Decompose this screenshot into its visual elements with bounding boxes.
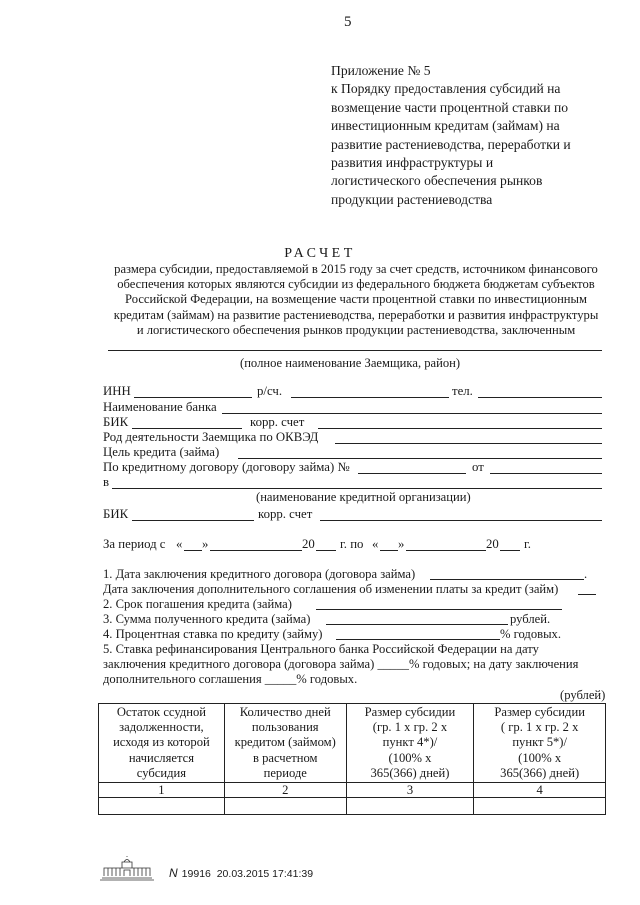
corr-account-line[interactable]	[318, 428, 602, 429]
annex-line: логистического обеспечения рынков	[331, 173, 543, 189]
inn-label: ИНН	[103, 384, 131, 398]
period-close-quote-1: »	[202, 537, 209, 551]
annex-line: продукции растениеводства	[331, 191, 493, 207]
table-cell[interactable]	[224, 798, 346, 815]
period-open-quote-1: «	[176, 537, 183, 551]
corr-account2-line[interactable]	[320, 520, 602, 521]
item-4-unit: % годовых.	[500, 627, 561, 641]
bank-name-line[interactable]	[222, 413, 602, 414]
bik-line[interactable]	[132, 428, 242, 429]
item-5-line-3: дополнительного соглашения _____% годовых.	[103, 672, 358, 686]
annex-line: инвестиционным кредитам (займам) на	[331, 118, 560, 134]
period-start-day-line[interactable]	[184, 550, 202, 551]
table-cell[interactable]	[474, 798, 606, 815]
table-number-row	[99, 783, 606, 798]
annex-line: возмещение части процентной ставки по	[331, 99, 569, 115]
table-unit: (рублей)	[560, 688, 606, 702]
government-building-stamp-icon	[98, 856, 156, 882]
item-3-line[interactable]	[326, 624, 508, 625]
table-row	[99, 798, 606, 815]
bik2-label: БИК	[103, 507, 129, 521]
item-1-line[interactable]	[430, 579, 584, 580]
loan-agreement-date-line[interactable]	[490, 473, 602, 474]
page-number: 5	[344, 14, 352, 30]
subtitle-line: кредитам (займам) на развитие растениеводства, переработки и развития инфраструктуры	[113, 307, 599, 322]
in-label: в	[103, 475, 110, 489]
number-symbol: N	[169, 866, 178, 880]
period-end-month-line[interactable]	[406, 550, 486, 551]
col-number: 2	[224, 783, 346, 798]
item-1b-line[interactable]	[578, 594, 596, 595]
borrower-caption: (полное наименование Заемщика, район)	[240, 356, 461, 370]
period-year-prefix-2: 20	[486, 537, 499, 551]
document-registration	[169, 866, 313, 880]
borrower-name-line[interactable]	[108, 350, 602, 351]
document-datetime: 20.03.2015 17:41:39	[216, 868, 314, 880]
header-col-1: Остаток ссудной задолженности, исходя из которой начисляется субсидия	[99, 704, 225, 783]
corr-account2-label: корр. счет	[258, 507, 313, 521]
period-end-year-line[interactable]	[500, 550, 520, 551]
phone-label: тел.	[452, 384, 473, 398]
item-3-label: 3. Сумма полученного кредита (займа)	[103, 612, 311, 626]
table-cell[interactable]	[99, 798, 225, 815]
header-col-4: Размер субсидии ( гр. 1 х гр. 2 х пункт 5*)/ (100% х 365(366) дней)	[474, 704, 606, 783]
table-cell[interactable]	[346, 798, 474, 815]
period-end-day-line[interactable]	[380, 550, 398, 551]
subtitle-line: Российской Федерации, на возмещение части процентной ставки по инвестиционным	[125, 292, 587, 307]
document-number: 19916	[181, 868, 211, 880]
annex-header	[331, 62, 571, 209]
period-start-year-line[interactable]	[316, 550, 336, 551]
annex-line: развитие растениеводства, переработки и	[331, 136, 571, 152]
col-number: 3	[346, 783, 474, 798]
document-subtitle	[96, 262, 616, 338]
account-line[interactable]	[291, 397, 449, 398]
loan-agreement-number-line[interactable]	[358, 473, 466, 474]
item-2-label: 2. Срок погашения кредита (займа)	[103, 597, 292, 611]
col-number: 1	[99, 783, 225, 798]
header-col-2: Количество дней пользования кредитом (займом) в расчетном периоде	[224, 704, 346, 783]
table-header-row	[99, 704, 606, 783]
period-label: За период с	[103, 537, 166, 551]
bik-label: БИК	[103, 415, 129, 429]
credit-organization-line[interactable]	[112, 488, 602, 489]
col-number: 4	[474, 783, 606, 798]
inn-line[interactable]	[134, 397, 252, 398]
subsidy-table	[98, 703, 606, 815]
item-3-unit: рублей.	[510, 612, 551, 626]
loan-purpose-line[interactable]	[238, 458, 602, 459]
loan-purpose-label: Цель кредита (займа)	[103, 445, 220, 459]
annex-line: развития инфраструктуры и	[331, 155, 494, 171]
annex-line: к Порядку предоставления субсидий на	[331, 81, 561, 97]
period-start-month-line[interactable]	[210, 550, 302, 551]
item-2-line[interactable]	[316, 609, 562, 610]
period-close-quote-2: »	[398, 537, 405, 551]
bank-name-label: Наименование банка	[103, 400, 217, 414]
item-1-period: .	[584, 567, 588, 581]
okved-line[interactable]	[335, 443, 602, 444]
bik2-line[interactable]	[132, 520, 254, 521]
okved-label: Род деятельности Заемщика по ОКВЭД	[103, 430, 319, 444]
item-5-line-2: заключения кредитного договора (договора займа) _____% годовых; на дату заключения	[103, 657, 579, 671]
subtitle-line: и логистического обеспечения рынков продукции растениеводства, заключенным	[136, 322, 576, 337]
subtitle-line: размера субсидии, предоставляемой в 2015 году за счет средств, источником финансового	[114, 262, 598, 276]
account-label: р/сч.	[257, 384, 283, 398]
item-4-line[interactable]	[336, 639, 500, 640]
phone-line[interactable]	[478, 397, 602, 398]
item-1-label: 1. Дата заключения кредитного договора (договора займа)	[103, 567, 416, 581]
item-4-label: 4. Процентная ставка по кредиту (займу)	[103, 627, 323, 641]
period-year-prefix-1: 20	[302, 537, 315, 551]
header-col-3: Размер субсидии (гр. 1 х гр. 2 х пункт 4*)/ (100% х 365(366) дней)	[346, 704, 474, 783]
loan-agreement-label: По кредитному договору (договору займа) №	[103, 460, 350, 474]
from-label: от	[472, 460, 484, 474]
item-1b-label: Дата заключения дополнительного соглашения об изменении платы за кредит (займ)	[103, 582, 559, 596]
period-to-label: г. по	[340, 537, 364, 551]
item-5-line-1: 5. Ставка рефинансирования Центрального банка Российской Федерации на дату	[103, 642, 539, 656]
period-open-quote-2: «	[372, 537, 379, 551]
subtitle-line: обеспечения которых являются субсидии из федерального бюджета бюджетам субъектов	[117, 277, 595, 292]
document-title: РАСЧЕТ	[284, 246, 356, 261]
bank-caption: (наименование кредитной организации)	[256, 490, 471, 504]
period-year-suffix: г.	[524, 537, 532, 551]
annex-line: Приложение № 5	[331, 63, 431, 78]
corr-account-label: корр. счет	[250, 415, 305, 429]
